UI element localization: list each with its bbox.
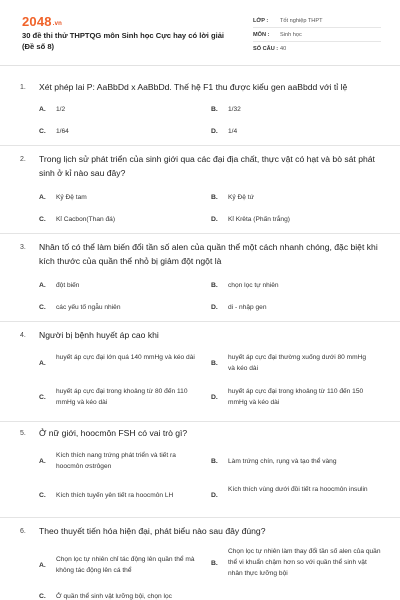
- question-1: [0, 66, 400, 146]
- option-letter: A.: [39, 458, 46, 465]
- option-text: Làm trứng chín, rụng và tạo thể vàng: [228, 458, 337, 465]
- meta-row-class: [253, 14, 381, 28]
- question-4: [0, 322, 400, 422]
- question-number: 4.: [20, 332, 26, 339]
- meta-row-subject: [253, 28, 381, 42]
- option-letter: A.: [39, 106, 46, 113]
- site-logo[interactable]: [22, 14, 62, 29]
- option-letter: C.: [39, 492, 46, 499]
- option-text: Kỉ Krêta (Phấn trắng): [228, 216, 290, 223]
- document-header: [0, 0, 400, 66]
- question-text: Xét phép lai P: AaBbDd x AaBbDd. Thế hệ F1 thu được kiểu gen aaBbdd với tỉ lệ: [39, 82, 348, 92]
- option-text: Kích thích vùng dưới đồi tiết ra hoocmôn insulin: [228, 486, 368, 493]
- question-text: Ở nữ giới, hoocmôn FSH có vai trò gì?: [39, 428, 188, 438]
- question-number: 5.: [20, 430, 26, 437]
- logo-suffix: .vn: [52, 21, 63, 27]
- question-number: 6.: [20, 528, 26, 535]
- option-text: Kích thích nang trứng phát triển và tiết ra hoocmôn ơstrôgen: [56, 452, 176, 470]
- option-letter: B.: [211, 360, 218, 367]
- meta-label: MÔN :: [253, 31, 270, 38]
- option-text: đột biến: [56, 282, 80, 289]
- option-text: Chọn lọc tự nhiên làm thay đổi tần số alen của quần thể vi khuẩn chậm hơn so với quần thể sinh vật nhân thực lưỡng bội: [228, 548, 381, 577]
- option-text: các yếu tố ngẫu nhiên: [56, 304, 121, 311]
- meta-label: LỚP :: [253, 17, 269, 24]
- option-text: Kỷ Đệ tam: [56, 194, 87, 201]
- meta-label: SỐ CÂU :: [253, 46, 279, 52]
- option-letter: D.: [211, 492, 218, 499]
- option-text: huyết áp cực đại thường xuống dưới 80 mmHg và kéo dài: [228, 354, 367, 372]
- option-letter: D.: [211, 394, 218, 401]
- option-letter: D.: [211, 216, 218, 223]
- question-text: Theo thuyết tiến hóa hiện đại, phát biểu nào sau đây đúng?: [39, 526, 266, 536]
- option-letter: C.: [39, 394, 46, 401]
- option-text: Kỷ Đệ tứ: [228, 194, 255, 201]
- option-letter: B.: [211, 458, 218, 465]
- question-6: [0, 518, 400, 600]
- question-text: Người bị bệnh huyết áp cao khi: [39, 330, 159, 340]
- question-5: [0, 422, 400, 518]
- option-text: Kích thích tuyến yên tiết ra hoocmôn LH: [56, 492, 174, 499]
- option-text: 1/2: [56, 106, 66, 113]
- option-text: huyết áp cực đại lớn quá 140 mmHg và kéo dài: [56, 354, 195, 361]
- option-text: Kỉ Cacbon(Than đá): [56, 216, 116, 223]
- option-text: 1/64: [56, 128, 69, 135]
- option-letter: C.: [39, 304, 46, 311]
- document-title: 30 đề thi thử THPTQG môn Sinh học Cực hay có lời giải (Đề số 8): [22, 31, 225, 51]
- question-number: 3.: [20, 244, 26, 251]
- question-2: [0, 146, 400, 234]
- meta-value: Tốt nghiệp THPT: [280, 17, 323, 24]
- option-letter: C.: [39, 216, 46, 223]
- document-meta: [253, 14, 381, 56]
- option-text: Chọn lọc tự nhiên chỉ tác động lên quần thể mà không tác động lên cá thể: [56, 556, 195, 574]
- option-letter: D.: [211, 304, 218, 311]
- logo-text: 2048: [22, 14, 52, 29]
- option-letter: B.: [211, 282, 218, 289]
- option-text: huyết áp cực đại trong khoảng từ 80 đến 110 mmHg và kéo dài: [56, 388, 188, 406]
- option-letter: C.: [39, 128, 46, 135]
- option-letter: B.: [211, 194, 218, 201]
- option-text: Ở quần thể sinh vật lưỡng bội, chọn lọc: [56, 593, 172, 600]
- option-text: chọn lọc tự nhiên: [228, 282, 279, 289]
- option-letter: A.: [39, 282, 46, 289]
- meta-value: Sinh học: [280, 31, 302, 38]
- option-text: di - nhập gen: [228, 304, 267, 311]
- option-text: 1/4: [228, 128, 238, 135]
- option-letter: A.: [39, 360, 46, 367]
- option-letter: C.: [39, 593, 46, 600]
- question-number: 1.: [20, 84, 26, 91]
- option-letter: B.: [211, 106, 218, 113]
- meta-row-question-count: [253, 42, 381, 56]
- question-3: [0, 234, 400, 322]
- question-number: 2.: [20, 156, 26, 163]
- option-letter: D.: [211, 128, 218, 135]
- option-text: huyết áp cực đại trong khoảng từ 110 đến 150 mmHg và kéo dài: [228, 388, 364, 406]
- question-text: Trong lịch sử phát triển của sinh giới qua các đại địa chất, thực vật có hạt và bò sát phát sinh ở kỉ nào sau đây?: [39, 154, 375, 178]
- option-text: 1/32: [228, 106, 241, 113]
- question-text: Nhân tố có thể làm biến đổi tần số alen của quần thể một cách nhanh chóng, đặc biệt khi kích thước của quần thể nhỏ bị giảm đột ngột là: [39, 242, 378, 266]
- option-letter: A.: [39, 194, 46, 201]
- meta-value: 40: [280, 46, 287, 52]
- option-letter: A.: [39, 562, 46, 569]
- option-letter: B.: [211, 560, 218, 567]
